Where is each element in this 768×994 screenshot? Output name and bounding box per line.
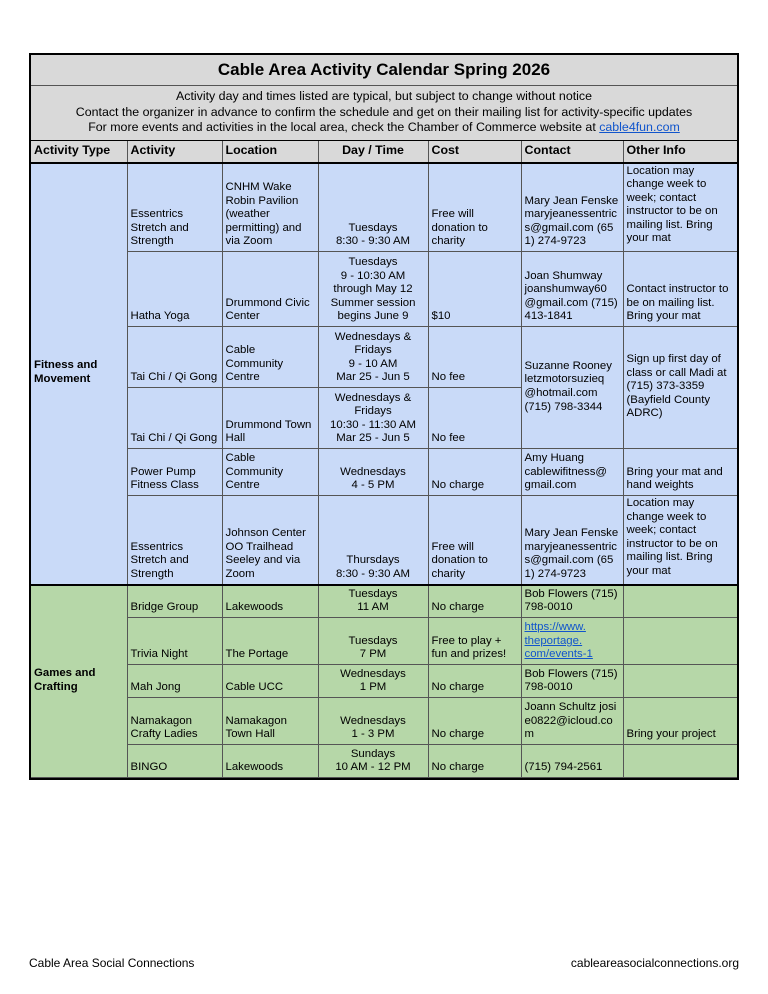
activity-cell: Essentrics Stretch and Strength [127,163,222,252]
cost-cell: No charge [428,745,521,778]
notice-line-3-text: For more events and activities in the local area, check the Chamber of Commerce website at [88,120,600,134]
footer-website[interactable]: cableareasocialconnections.org [570,956,739,970]
location-cell: Lakewoods [222,585,318,618]
column-header-contact: Contact [521,141,623,163]
location-cell: Cable UCC [222,665,318,698]
location-cell: Cable Community Centre [222,327,318,388]
daytime-cell [318,496,428,585]
activity-cell: Namakagon Crafty Ladies [127,698,222,745]
portage-events-link[interactable]: https://www. theportage. com/events-1 [524,621,593,661]
activity-cell: Hatha Yoga [127,252,222,327]
category-games: Games and Crafting [31,585,127,778]
contact-cell: Mary Jean Fenske maryjeanessentrics@gmail.com (651) 274-9723 [521,163,623,252]
daytime-cell [318,327,428,388]
cost-cell: No charge [428,698,521,745]
daytime-cell [318,698,428,745]
chamber-website-link[interactable]: cable4fun.com [599,120,680,134]
daytime-cell [318,449,428,496]
activity-cell: BINGO [127,745,222,778]
table-row [31,745,737,778]
activity-cell: Tai Chi / Qi Gong [127,388,222,449]
activity-table [31,141,737,779]
location-cell: Drummond Town Hall [222,388,318,449]
daytime-line: Tuesdays 8:30 - 9:30 AM [335,221,411,248]
daytime-cell [318,618,428,665]
table-row [31,449,737,496]
other-info-cell: Location may change week to week; contact instructor to be on mailing list. Bring your mat [623,496,737,585]
cost-cell: $10 [428,252,521,327]
category-fitness: Fitness and Movement [31,163,127,585]
daytime-line: Tuesdays 11 AM [348,587,398,614]
other-info-cell: Bring your project [623,698,737,745]
location-cell: Drummond Civic Center [222,252,318,327]
daytime-line: Wednesdays 1 - 3 PM [340,714,406,741]
daytime-cell [318,252,428,327]
daytime-line: Tuesdays 9 - 10:30 AM through May 12 Summer session begins June 9 [330,256,416,323]
activity-cell: Power Pump Fitness Class [127,449,222,496]
notice-line-2: Contact the organizer in advance to confirm the schedule and get on their mailing list for activity-specific updates [75,104,693,119]
daytime-line: Wednesdays & Fridays 9 - 10 AM Mar 25 - Jun 5 [334,330,412,384]
other-info-cell [623,618,737,665]
cost-cell: No fee [428,327,521,388]
table-row [31,698,737,745]
other-info-cell: Contact instructor to be on mailing list. Bring your mat [623,252,737,327]
other-info-cell [623,585,737,618]
cost-cell: Free will donation to charity [428,163,521,252]
column-header-activity-type: Activity Type [31,141,127,163]
other-info-cell: Bring your mat and hand weights [623,449,737,496]
contact-cell: Bob Flowers (715) 798-0010 [521,665,623,698]
cost-cell: No fee [428,388,521,449]
activity-cell: Mah Jong [127,665,222,698]
notice-line-1: Activity day and times listed are typical, but subject to change without notice [176,89,592,103]
activity-cell: Essentrics Stretch and Strength [127,496,222,585]
daytime-line: Wednesdays 1 PM [340,667,406,694]
contact-cell: Bob Flowers (715) 798-0010 [521,585,623,618]
activity-cell: Trivia Night [127,618,222,665]
daytime-line: Thursdays 8:30 - 9:30 AM [335,554,411,580]
page-title: Cable Area Activity Calendar Spring 2026 [31,55,737,86]
column-header-other-info: Other Info [623,141,737,163]
daytime-line: Wednesdays & Fridays 10:30 - 11:30 AM Mar 25 - Jun 5 [330,391,416,445]
cost-cell: No charge [428,585,521,618]
table-row [31,252,737,327]
cost-cell: Free will donation to charity [428,496,521,585]
table-row [31,665,737,698]
footer-organization: Cable Area Social Connections [29,956,195,970]
cost-cell: No charge [428,449,521,496]
table-row [31,618,737,665]
column-header-location: Location [222,141,318,163]
daytime-cell [318,388,428,449]
daytime-cell [318,665,428,698]
column-header-day-time: Day / Time [318,141,428,163]
column-header-cost: Cost [428,141,521,163]
cost-cell: No charge [428,665,521,698]
contact-cell: Amy Huang cablewifitness@ gmail.com [521,449,623,496]
other-info-cell: Sign up first day of class or call Madi at (715) 373-3359 (Bayfield County ADRC) [623,327,737,449]
notice-box [31,86,737,141]
table-row [31,327,737,388]
location-cell: Johnson Center OO Trailhead Seeley and via Zoom [222,496,318,585]
location-cell: Namakagon Town Hall [222,698,318,745]
contact-cell: Joann Schultz josie0822@icloud.com [521,698,623,745]
table-row [31,585,737,618]
daytime-line: Sundays 10 AM - 12 PM [335,747,411,774]
daytime-cell [318,163,428,252]
contact-cell: Joan Shumway joanshumway60 @gmail.com (715) 413-1841 [521,252,623,327]
contact-cell: Mary Jean Fenske maryjeanessentrics@gmail.com (651) 274-9723 [521,496,623,585]
column-header-activity: Activity [127,141,222,163]
location-cell: Lakewoods [222,745,318,778]
location-cell: CNHM Wake Robin Pavilion (weather permitting) and via Zoom [222,163,318,252]
other-info-cell [623,745,737,778]
table-row [31,163,737,252]
activity-cell: Bridge Group [127,585,222,618]
daytime-cell [318,745,428,778]
contact-cell: (715) 794-2561 [521,745,623,778]
table-row [31,496,737,585]
notice-line-3 [31,120,737,136]
daytime-cell [318,585,428,618]
daytime-line: Tuesdays 7 PM [348,634,398,661]
table-header-row [31,141,737,163]
location-cell: The Portage [222,618,318,665]
other-info-cell: Location may change week to week; contact instructor to be on mailing list. Bring your mat [623,163,737,252]
activity-calendar [29,53,739,780]
daytime-line: Wednesdays 4 - 5 PM [340,465,406,492]
contact-cell [521,618,623,665]
cost-cell: Free to play + fun and prizes! [428,618,521,665]
other-info-cell [623,665,737,698]
contact-cell: Suzanne Rooney letzmotorsuzieq @hotmail.com (715) 798-3344 [521,327,623,449]
location-cell: Cable Community Centre [222,449,318,496]
activity-cell: Tai Chi / Qi Gong [127,327,222,388]
